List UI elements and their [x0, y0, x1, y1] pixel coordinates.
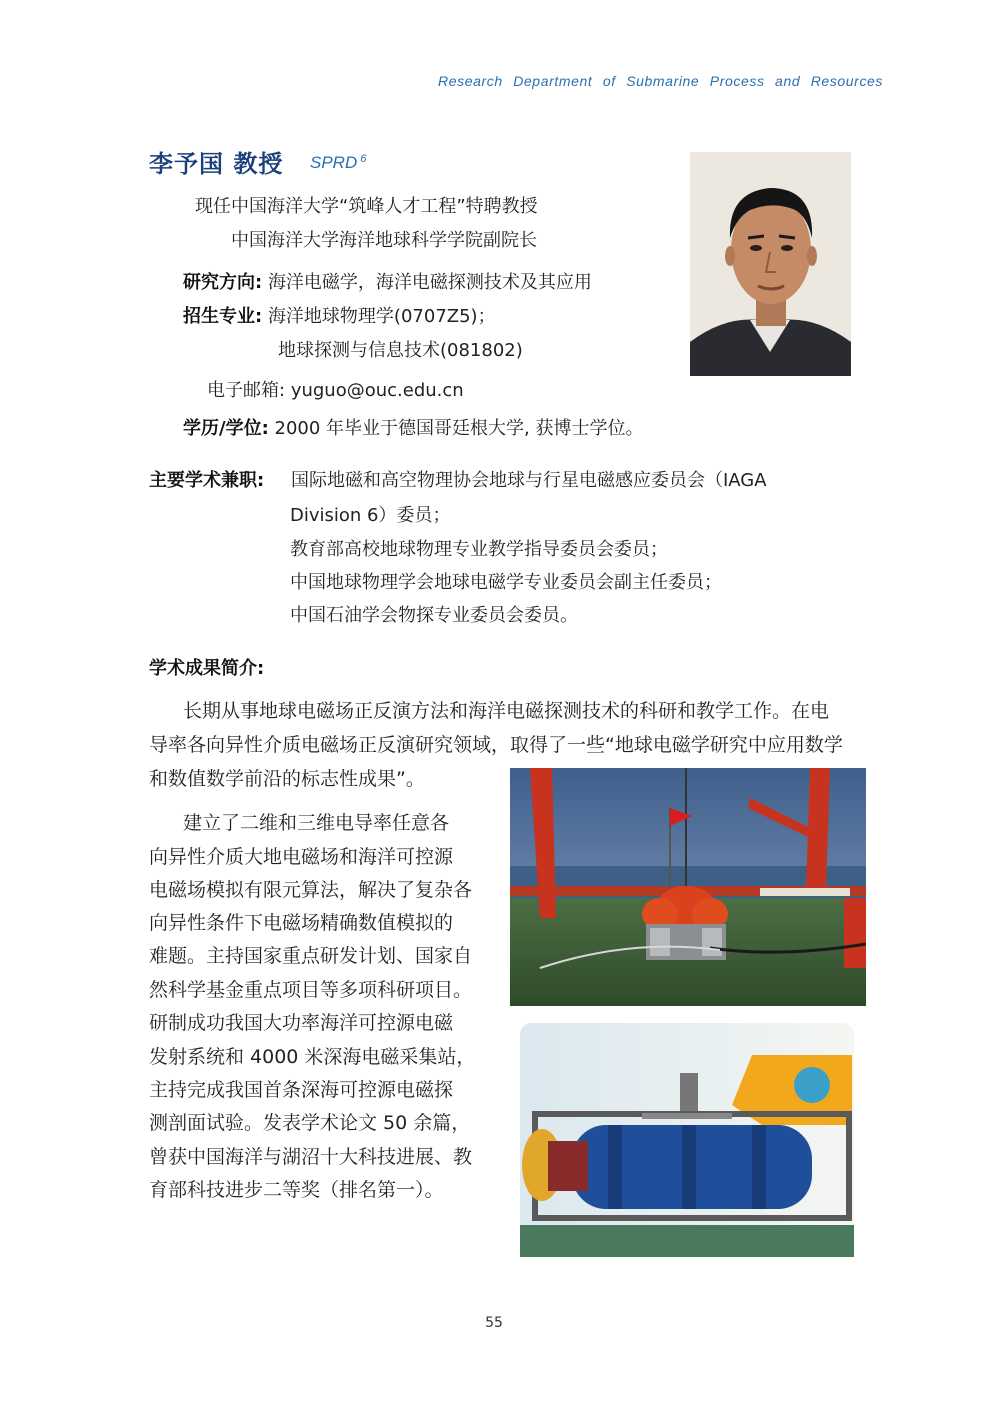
ship-deck-photo: [510, 768, 866, 1006]
position-item: 国际地磁和高空物理协会地球与行星电磁感应委员会（IAGA: [291, 470, 767, 491]
education-label: 学历/学位:: [183, 418, 269, 439]
enrollment-majors: [183, 306, 496, 328]
department-tag: [310, 153, 366, 173]
paragraph-line: 向异性条件下电磁场精确数值模拟的: [149, 912, 454, 934]
title-line-1: 现任中国海洋大学“筑峰人才工程”特聘教授: [195, 196, 538, 217]
email-row: [207, 380, 464, 402]
title-line-2: 中国海洋大学海洋地球科学学院副院长: [231, 230, 537, 251]
major-1: 海洋地球物理学(0707Z5)；: [267, 306, 496, 327]
position-item: 中国地球物理学会地球电磁学专业委员会副主任委员；: [290, 572, 722, 593]
paragraph-line: 建立了二维和三维电导率任意各: [183, 812, 450, 834]
paragraph-line: 育部科技进步二等奖（排名第一）。: [149, 1179, 444, 1201]
research-label: 研究方向:: [183, 272, 263, 293]
research-value: 海洋电磁学，海洋电磁探测技术及其应用: [267, 272, 592, 293]
research-direction: [183, 272, 592, 294]
major-2: 地球探测与信息技术(081802): [278, 340, 523, 361]
email-link[interactable]: yuguo@ouc.edu.cn: [290, 380, 464, 401]
positions-label-text: 主要学术兼职:: [149, 470, 265, 491]
positions-label: [149, 470, 264, 492]
paragraph-line: 和数值数学前沿的标志性成果”。: [149, 768, 425, 790]
achievements-heading: 学术成果简介:: [149, 658, 265, 679]
paragraph-line: 电磁场模拟有限元算法，解决了复杂各: [149, 879, 473, 901]
position-item: Division 6）委员；: [290, 505, 451, 526]
paragraph-line: 测剖面试验。发表学术论文 50 余篇，: [149, 1112, 471, 1134]
page-number: 55: [485, 1315, 503, 1331]
email-label: 电子邮箱:: [207, 380, 286, 401]
position-item: 中国石油学会物探专业委员会委员。: [290, 605, 578, 626]
person-name: 李予国 教授: [149, 150, 284, 178]
department-tag-text: SPRD: [310, 153, 358, 172]
paragraph-line: 主持完成我国首条深海可控源电磁探: [149, 1079, 454, 1101]
ship-deck-illustration: [510, 768, 866, 1006]
paragraph-line: 长期从事地球电磁场正反演方法和海洋电磁探测技术的科研和教学工作。在电: [183, 700, 830, 722]
equipment-illustration: [512, 1015, 862, 1265]
department-tag-sup: 6: [360, 153, 367, 165]
portrait-photo: [690, 152, 851, 376]
portrait-illustration: [690, 152, 851, 376]
paragraph-line: 向异性介质大地电磁场和海洋可控源: [149, 846, 454, 868]
paragraph-line: 发射系统和 4000 米深海电磁采集站，: [149, 1046, 476, 1068]
education-value: 2000 年毕业于德国哥廷根大学, 获博士学位。: [274, 418, 644, 439]
position-item: 教育部高校地球物理专业教学指导委员会委员；: [290, 539, 668, 560]
paragraph-line: 曾获中国海洋与湖沼十大科技进展、教: [149, 1146, 473, 1168]
paragraph-line: 导率各向异性介质电磁场正反演研究领域，取得了一些“地球电磁学研究中应用数学: [149, 734, 843, 756]
paragraph-line: 然科学基金重点项目等多项科研项目。: [149, 979, 473, 1001]
running-header: Research Department of Submarine Process and Resources: [438, 73, 884, 89]
majors-label: 招生专业:: [183, 306, 263, 327]
paragraph-line: 难题。主持国家重点研发计划、国家自: [149, 945, 473, 967]
paragraph-line: 研制成功我国大功率海洋可控源电磁: [149, 1012, 454, 1034]
equipment-photo: [512, 1015, 862, 1265]
education-row: [183, 418, 644, 440]
